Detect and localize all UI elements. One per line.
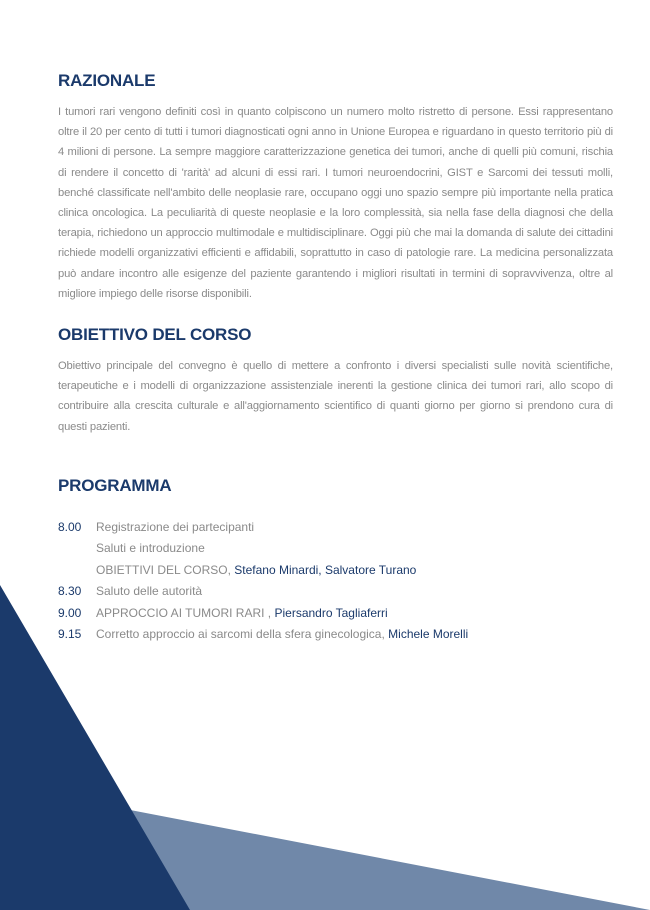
- program-time: 9.00: [58, 605, 82, 620]
- program-time: 8.30: [58, 584, 82, 599]
- program-item: [58, 538, 613, 560]
- program-time: 9.15: [58, 627, 82, 642]
- program-time: [58, 560, 96, 582]
- program-time: [58, 538, 96, 560]
- light-blue-triangle: [120, 808, 650, 910]
- obiettivo-paragraph: Obiettivo principale del convegno è quello di mettere a confronto i diversi specialisti sulle novità scientifiche, terapeutiche e i modelli di organizzazione assistenziale inerenti la gestione clinica dei tumori rari, allo scopo di contribuire alla crescita culturale e all'aggiornamento scientifico di quanti giorno per giorno si prendono cura di questi pazienti.: [58, 360, 613, 433]
- program-item: [58, 603, 613, 625]
- section-obiettivo: [58, 324, 613, 437]
- document-content: [58, 70, 613, 646]
- program-speaker: Michele Morelli: [388, 627, 469, 642]
- section-title-programma: PROGRAMMA: [58, 475, 172, 495]
- program-activity-text: OBIETTIVI DEL CORSO,: [96, 562, 235, 577]
- section-title-obiettivo: OBIETTIVO DEL CORSO: [58, 325, 252, 345]
- program-time: 8.00: [58, 519, 82, 534]
- program-activity-text: Registrazione dei partecipanti: [96, 519, 255, 534]
- program-item: [58, 517, 613, 539]
- program-activity-text: Saluti e introduzione: [96, 541, 205, 556]
- program-activity-text: Corretto approccio ai sarcomi della sfera ginecologica,: [96, 627, 389, 642]
- program-activity: [96, 624, 468, 646]
- program-activity: [96, 560, 416, 582]
- program-list: [58, 517, 613, 646]
- program-activity: [96, 517, 254, 539]
- section-programma: [58, 475, 613, 646]
- program-speaker: Stefano Minardi, Salvatore Turano: [234, 562, 417, 577]
- razionale-paragraph: I tumori rari vengono definiti così in quanto colpiscono un numero molto ristretto di persone. Essi rappresentano oltre il 20 per cento di tutti i tumori diagnosticati ogni anno in Unione Europea e riguardano in questo territorio più di 4 milioni di persone. La sempre maggiore caratterizzazione genetica dei tumori, anche di quelli più comuni, rischia di rendere il concetto di 'rarità' ad alcuni di essi rari. I tumori neuroendocrini, GIST e Sarcomi dei tessuti molli, benché classificate nell'ambito delle neoplasie rare, occupano oggi uno spazio sempre più importante nella pratica clinica oncologica. La peculiarità di queste neoplasie e la loro complessità, sia nella fase della diagnosi che della terapia, richiedono un approccio multimodale e multidisciplinare. Oggi più che mai la domanda di salute dei cittadini richiede modelli organizzativi efficienti e affidabili, soprattutto in caso di patologie rare. La medicina personalizzata può andare incontro alle esigenze del paziente garantendo i migliori risultati in termini di sopravvivenza, oltre al migliore impiego delle risorse disponibili.: [58, 106, 613, 300]
- program-activity-text: APPROCCIO AI TUMORI RARI ,: [96, 605, 275, 620]
- program-item: [58, 560, 613, 582]
- program-item: [58, 581, 613, 603]
- program-activity: [96, 603, 388, 625]
- program-item: [58, 624, 613, 646]
- program-activity-text: Saluto delle autorità: [96, 584, 203, 599]
- program-speaker: Piersandro Tagliaferri: [274, 605, 388, 620]
- program-activity: [96, 538, 205, 560]
- section-razionale: [58, 70, 613, 304]
- section-title-razionale: RAZIONALE: [58, 71, 156, 90]
- program-activity: [96, 581, 202, 603]
